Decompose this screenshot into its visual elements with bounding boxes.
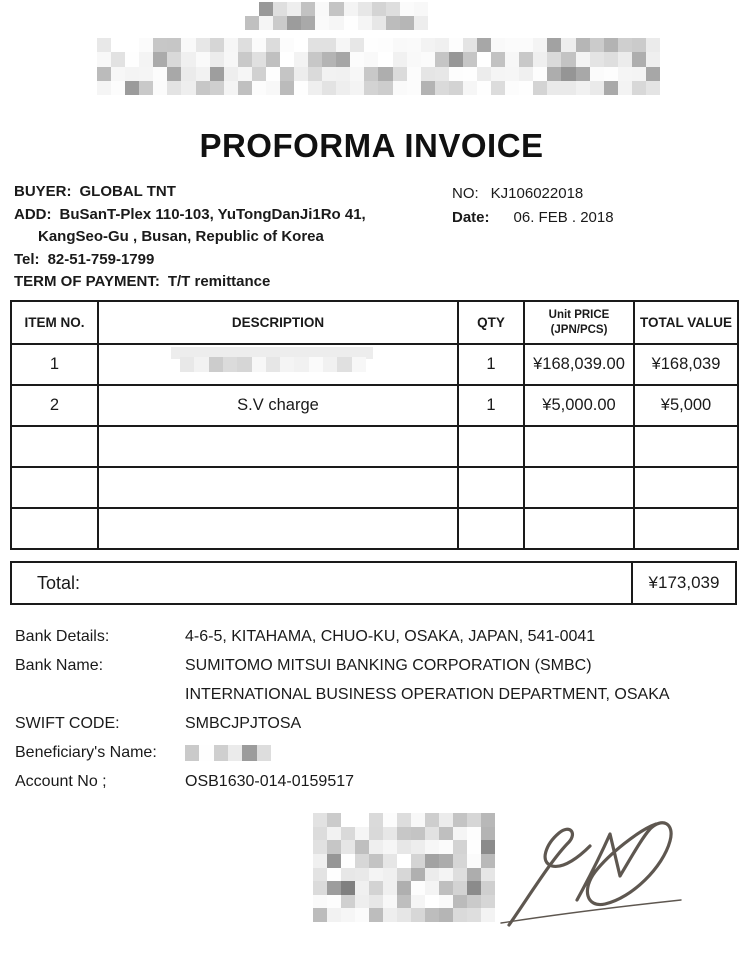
bank-details-value: 4-6-5, KITAHAMA, CHUO-KU, OSAKA, JAPAN, 541-0041 [185,627,596,645]
invoice-number-line [452,182,614,206]
address-line-2: KangSeo-Gu , Busan, Republic of Korea [38,228,324,246]
cell-total-value: ¥168,039 [634,344,738,385]
tel-label: Tel: [14,250,40,268]
total-label: Total: [37,572,81,593]
address-label: ADD: [14,205,52,223]
bank-row [15,738,670,767]
account-no-label: Account No ; [15,772,107,790]
redacted-company-address [97,38,660,95]
cell-description [98,467,458,508]
items-table [10,300,739,550]
total-row [10,561,737,605]
header-qty: QTY [458,301,524,344]
invoice-date-value: 06. FEB . 2018 [513,209,614,226]
table-row [11,467,738,508]
bank-row [15,651,670,680]
header-total-value: TOTAL VALUE [634,301,738,344]
cell-total-value [634,467,738,508]
payment-term-label: TERM OF PAYMENT: [14,273,160,291]
cell-total-value [634,426,738,467]
cell-item-no [11,426,98,467]
cell-qty: 1 [458,385,524,426]
buyer-info [14,181,366,294]
total-value: ¥173,039 [631,563,735,603]
bank-row [15,767,670,796]
buyer-label: BUYER: [14,183,72,200]
bank-details-label: Bank Details: [15,627,110,645]
table-row [11,426,738,467]
buyer-value: GLOBAL TNT [79,183,176,200]
header-description: DESCRIPTION [98,301,458,344]
cell-qty [458,508,524,549]
table-row [11,385,738,426]
bank-row [15,709,670,738]
invoice-date-label: Date: [452,209,490,226]
account-no-value: OSB1630-014-0159517 [185,772,355,790]
swift-code-label: SWIFT CODE: [15,714,120,732]
cell-description [98,426,458,467]
bank-row [15,680,670,709]
bank-name-value: SUMITOMO MITSUI BANKING CORPORATION (SMBC) [185,656,592,674]
table-header-row [11,301,738,344]
cell-qty [458,467,524,508]
tel-value: 82-51-759-1799 [47,250,155,268]
table-row [11,508,738,549]
bank-name-value-line2: INTERNATIONAL BUSINESS OPERATION DEPARTMENT, OSAKA [185,685,670,703]
redacted-beneficiary-name [185,745,271,761]
header-unit-price: Unit PRICE (JPN/PCS) [524,301,634,344]
redacted-company-stamp [313,813,495,922]
bank-name-label: Bank Name: [15,656,104,674]
cell-unit-price: ¥168,039.00 [524,344,634,385]
address-value-1: BuSanT-Plex 110-103, YuTongDanJi1Ro 41, [59,205,366,223]
cell-unit-price [524,426,634,467]
table-row [11,344,738,385]
cell-item-no [11,508,98,549]
swift-code-value: SMBCJPJTOSA [185,714,302,732]
tel-line [14,249,366,272]
cell-qty [458,426,524,467]
cell-item-no: 2 [11,385,98,426]
cell-description [98,508,458,549]
bank-row [15,622,670,651]
handwritten-signature [493,810,685,932]
page-title: PROFORMA INVOICE [199,127,544,164]
invoice-number-label: NO: [452,185,479,202]
invoice-meta [452,182,614,230]
payment-term-line [14,271,366,294]
invoice-number-value: KJ106022018 [490,185,584,202]
cell-unit-price [524,508,634,549]
cell-total-value [634,508,738,549]
header-item-no: ITEM NO. [11,301,98,344]
cell-total-value: ¥5,000 [634,385,738,426]
bank-details-section [15,622,670,796]
invoice-date-line [452,206,614,230]
redacted-company-name [245,2,428,30]
payment-term-value: T/T remittance [167,273,271,291]
cell-unit-price [524,467,634,508]
beneficiary-name-label: Beneficiary's Name: [15,743,157,761]
address-line-1 [14,204,366,227]
cell-description: S.V charge [98,385,458,426]
cell-qty: 1 [458,344,524,385]
cell-item-no [11,467,98,508]
redacted-item-description [180,357,366,372]
cell-description [98,344,458,385]
buyer-line [14,181,366,204]
cell-unit-price: ¥5,000.00 [524,385,634,426]
cell-item-no: 1 [11,344,98,385]
